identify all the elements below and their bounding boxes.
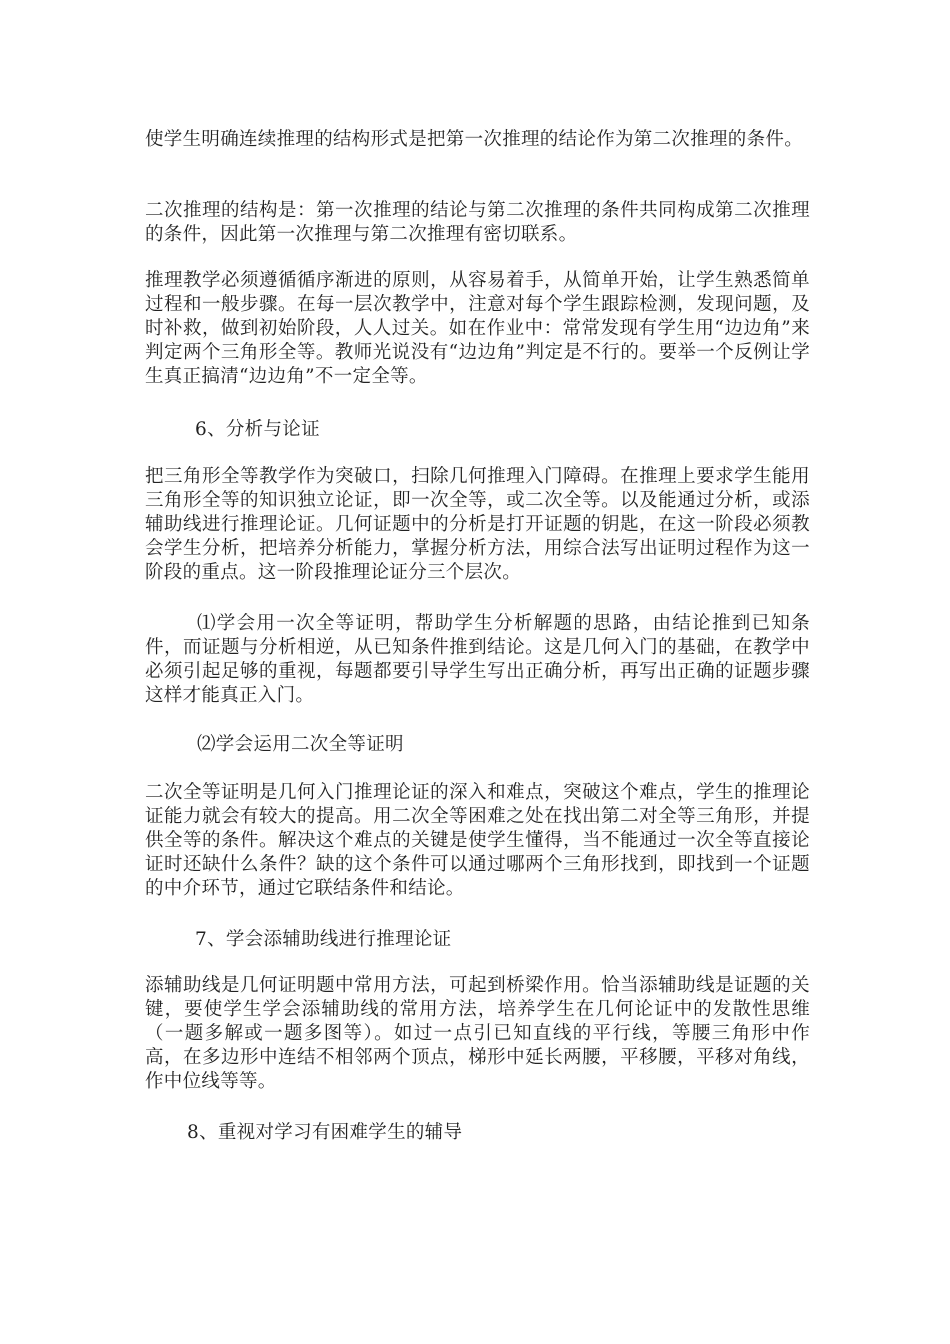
paragraph-double-congruence: 二次全等证明是几何入门推理论证的深入和难点，突破这个难点，学生的推理论证能力就会有较大的提高。用二次全等困难之处在找出第二对全等三角形，并提供全等的条件。解决这个难点的关键是使学生懂得，当不能通过一次全等直接论证时还缺什么条件？缺的这个条件可以通过哪两个三角形找到，即找到一个证题的中介环节，通过它联结条件和结论。 xyxy=(145,782,810,899)
paragraph-triangle-congruence: 把三角形全等教学作为突破口，扫除几何推理入门障碍。在推理上要求学生能用三角形全等的知识独立论证，即一次全等，或二次全等。以及能通过分析，或添辅助线进行推理论证。几何证题中的分析是打开证题的钥匙，在这一阶段必须教会学生分析，把培养分析能力，掌握分析方法，用综合法写出证明过程作为这一阶段的重点。这一阶段推理论证分三个层次。 xyxy=(145,466,810,583)
heading-section-7: 7、学会添辅助线进行推理论证 xyxy=(195,929,452,950)
heading-level-2: ⑵学会运用二次全等证明 xyxy=(197,734,404,755)
paragraph-continuous-reasoning: 使学生明确连续推理的结构形式是把第一次推理的结论作为第二次推理的条件。 xyxy=(145,129,804,150)
paragraph-gradual-teaching: 推理教学必须遵循循序渐进的原则，从容易着手，从简单开始，让学生熟悉简单过程和一般步骤。在每一层次教学中，注意对每个学生跟踪检测，发现问题，及时补救，做到初始阶段，人人过关。如在作业中：常常发现有学生用“边边角”来判定两个三角形全等。教师光说没有“边边角”判定是不行的。要举一个反例让学生真正搞清“边边角”不一定全等。 xyxy=(145,270,810,387)
heading-section-8: 8、重视对学习有困难学生的辅导 xyxy=(187,1122,463,1143)
paragraph-auxiliary-lines: 添辅助线是几何证明题中常用方法，可起到桥梁作用。恰当添辅助线是证题的关键，要使学生学会添辅助线的常用方法，培养学生在几何论证中的发散性思维（一题多解或一题多图等）。如过一点引已知直线的平行线，等腰三角形中作高，在多边形中连结不相邻两个顶点，梯形中延长两腰，平移腰，平移对角线，作中位线等等。 xyxy=(145,975,810,1092)
paragraph-level-1: ⑴学会用一次全等证明，帮助学生分析解题的思路，由结论推到已知条件，而证题与分析相逆，从已知条件推到结论。这是几何入门的基础，在教学中必须引起足够的重视，每题都要引导学生写出正确分析，再写出正确的证题步骤这样才能真正入门。 xyxy=(145,613,810,706)
heading-section-6: 6、分析与论证 xyxy=(195,419,320,440)
paragraph-second-reasoning-structure: 二次推理的结构是：第一次推理的结论与第二次推理的条件共同构成第二次推理的条件，因此第一次推理与第二次推理有密切联系。 xyxy=(145,200,810,245)
